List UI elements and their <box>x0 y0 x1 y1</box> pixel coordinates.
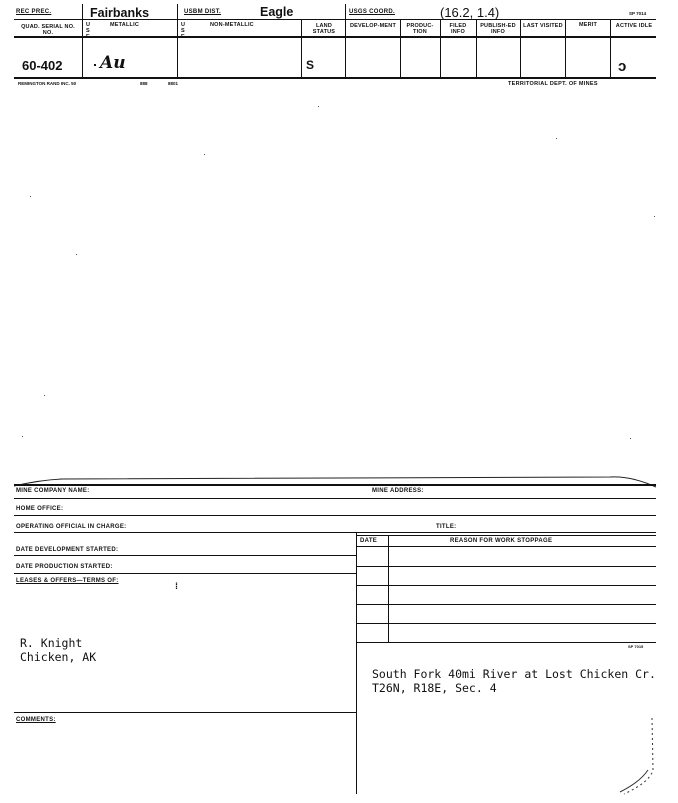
usbm-dist-value: Eagle <box>260 5 294 19</box>
usgs-coord-value: (16.2, 1.4) <box>440 5 500 20</box>
col-published-info: PUBLISH-ED INFO <box>480 23 516 35</box>
location-line-2: T26N, R18E, Sec. 4 <box>372 681 497 695</box>
print-code-1: 888 <box>140 81 148 86</box>
mine-address-label: MINE ADDRESS: <box>372 488 424 494</box>
operating-official-label: OPERATING OFFICIAL IN CHARGE: <box>16 524 127 530</box>
date-development-label: DATE DEVELOPMENT STARTED: <box>16 547 119 553</box>
col-production: PRODUC-TION <box>406 23 434 35</box>
col-active-idle: ACTIVE IDLE <box>615 23 653 29</box>
record-quad-serial: 60-402 <box>22 58 63 73</box>
col-development: DEVELOP-MENT <box>349 23 397 29</box>
rec-prec-value: Fairbanks <box>90 6 150 20</box>
comments-label: COMMENTS: <box>16 717 56 723</box>
torn-corner <box>610 690 660 800</box>
header-rule <box>14 19 656 20</box>
rec-prec-label: REC PREC. <box>16 9 52 15</box>
date-production-label: DATE PRODUCTION STARTED: <box>16 564 113 570</box>
usbm-dist-label: USBM DIST. <box>184 9 222 15</box>
col-use-metallic: U S E <box>86 22 91 40</box>
form-number-top: SP 7014 <box>629 11 647 16</box>
department-imprint: TERRITORIAL DEPT. OF MINES <box>508 81 598 87</box>
title-label: TITLE: <box>436 524 457 530</box>
reason-stoppage-label: REASON FOR WORK STOPPAGE <box>450 538 553 544</box>
usgs-coord-label: USGS COORD. <box>349 9 395 15</box>
location-line-1: South Fork 40mi River at Lost Chicken Cr. <box>372 667 656 681</box>
col-last-visited: LAST VISITED <box>523 23 563 29</box>
bottom-rule <box>14 77 656 79</box>
home-office-label: HOME OFFICE: <box>16 506 64 512</box>
col-metallic: METALLIC <box>110 22 139 28</box>
record-active-idle: ɔ <box>618 58 627 75</box>
col-land-status: LAND STATUS <box>312 23 336 35</box>
printer-imprint: REMINGTON RAND INC. 50 <box>18 81 77 86</box>
ink-mark: ⁞ <box>175 581 178 591</box>
leases-label: LEASES & OFFERS—TERMS OF: <box>16 578 119 584</box>
col-quad-serial: QUAD. SERIAL NO. NO. <box>21 24 75 36</box>
date-column-label: DATE <box>360 538 378 544</box>
col-nonmetallic: NON-METALLIC <box>210 22 254 28</box>
owner-name: R. Knight <box>20 636 83 650</box>
ink-dot <box>94 64 96 66</box>
col-merit: MERIT <box>578 22 598 28</box>
record-metallic: Au <box>100 53 126 73</box>
form-number-back: SP 7015 <box>628 644 644 649</box>
col-use-nonmetallic: U S E <box>181 22 186 40</box>
print-code-2: 8801 <box>168 81 179 86</box>
record-land-status: S <box>306 58 315 72</box>
mine-company-name-label: MINE COMPANY NAME: <box>16 488 90 494</box>
owner-place: Chicken, AK <box>20 650 97 664</box>
col-filed-info: FILED INFO <box>449 23 467 35</box>
column-rule <box>14 36 656 38</box>
card-edge <box>0 470 678 490</box>
